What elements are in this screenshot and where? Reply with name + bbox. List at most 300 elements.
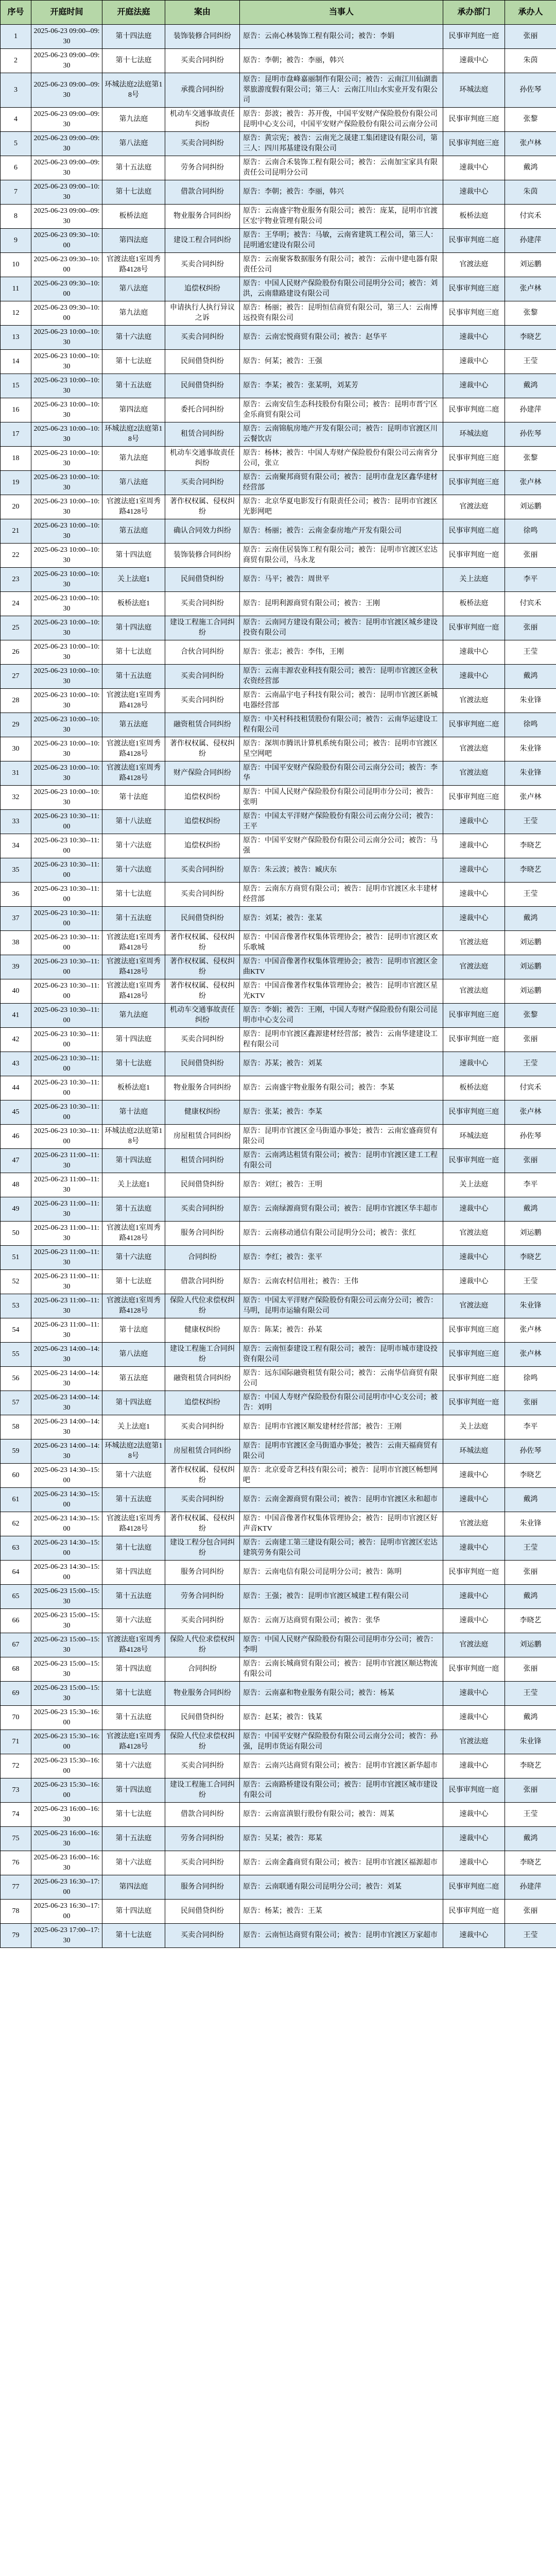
cell-parties: 原告：深圳市腾讯计算机系统有限公司；被告：昆明市官渡区星空网吧 — [240, 737, 443, 761]
cell-parties: 原告：中国平安财产保险股份有限公司云南分公司；被告：马强 — [240, 834, 443, 858]
cell-time: 2025-06-23 10:30--11:00 — [31, 810, 102, 834]
cell-parties: 原告：云南佳居装饰工程有限公司；被告：昆明市官渡区宏达商贸有限公司，马永龙 — [240, 544, 443, 568]
cell-index: 74 — [1, 1803, 31, 1827]
cell-index: 34 — [1, 834, 31, 858]
cell-cause: 追偿权纠纷 — [165, 1391, 240, 1415]
cell-index: 12 — [1, 301, 31, 326]
cell-time: 2025-06-23 09:00--09:30 — [31, 49, 102, 73]
cell-courtroom: 第十八法庭 — [102, 810, 165, 834]
cell-department: 民事审判庭二庭 — [443, 1875, 505, 1900]
cell-parties: 原告：彭波；被告：苏开俊，中国平安财产保险股份有限公司昆明中心支公司，中国平安财产保险股份有限公司云南分公司 — [240, 108, 443, 132]
cell-courtroom: 第四法庭 — [102, 398, 165, 422]
cell-cause: 服务合同纠纷 — [165, 1875, 240, 1900]
cell-department: 官渡法庭 — [443, 495, 505, 519]
cell-index: 33 — [1, 810, 31, 834]
cell-courtroom: 第八法庭 — [102, 277, 165, 301]
table-row — [1, 422, 556, 447]
cell-department: 速裁中心 — [443, 180, 505, 205]
cell-department: 速裁中心 — [443, 1536, 505, 1561]
table-row — [1, 1294, 556, 1318]
cell-department: 环城法庭 — [443, 1439, 505, 1464]
cell-department: 速裁中心 — [443, 1246, 505, 1270]
cell-time: 2025-06-23 10:00--10:30 — [31, 616, 102, 640]
cell-cause: 买卖合同纠纷 — [165, 132, 240, 156]
cell-courtroom: 第十五法庭 — [102, 1827, 165, 1851]
cell-time: 2025-06-23 10:30--11:00 — [31, 931, 102, 955]
cell-parties: 原告：昆明市盘峰嘉丽制作有限公司；被告：云南江川仙湖翡翠旅游度假有限公司；第三人：云南江川山水实业开发有限公司 — [240, 73, 443, 108]
cell-parties: 原告：昆明市官渡区金马街道办事处；被告：云南天福商贸有限公司 — [240, 1439, 443, 1464]
cell-judge: 朱茵 — [505, 180, 556, 205]
cell-judge: 戴鸿 — [505, 156, 556, 180]
cell-time: 2025-06-23 14:30--15:00 — [31, 1536, 102, 1561]
cell-judge: 孙佐琴 — [505, 73, 556, 108]
table-row — [1, 1585, 556, 1609]
cell-parties: 原告：云南路桥建设有限公司；被告：昆明市官渡区城市建设有限公司 — [240, 1778, 443, 1803]
cell-courtroom: 第十五法庭 — [102, 1197, 165, 1222]
cell-department: 板桥法庭 — [443, 1076, 505, 1100]
cell-judge: 戴鸿 — [505, 1585, 556, 1609]
cell-courtroom: 官渡法庭1室周秀路4128号 — [102, 495, 165, 519]
table-row — [1, 568, 556, 592]
table-row — [1, 1367, 556, 1391]
cell-department: 速裁中心 — [443, 1488, 505, 1512]
cell-judge: 戴鸿 — [505, 907, 556, 931]
cell-courtroom: 板桥法庭 — [102, 205, 165, 229]
cell-judge: 朱业锋 — [505, 1294, 556, 1318]
cell-index: 8 — [1, 205, 31, 229]
cell-cause: 民间借贷纠纷 — [165, 1900, 240, 1924]
cell-index: 29 — [1, 713, 31, 737]
cell-department: 官渡法庭 — [443, 761, 505, 786]
table-row — [1, 1900, 556, 1924]
cell-courtroom: 第十七法庭 — [102, 350, 165, 374]
cell-index: 70 — [1, 1706, 31, 1730]
cell-parties: 原告：云南东方商贸有限公司；被告：昆明市官渡区永丰建材经营部 — [240, 883, 443, 907]
cell-parties: 原告：昆明市官渡区鑫源建材经营部；被告：云南华建建设工程有限公司 — [240, 1028, 443, 1052]
cell-index: 9 — [1, 229, 31, 253]
cell-cause: 著作权权属、侵权纠纷 — [165, 495, 240, 519]
cell-time: 2025-06-23 09:30--10:00 — [31, 277, 102, 301]
cell-time: 2025-06-23 10:00--10:30 — [31, 422, 102, 447]
cell-judge: 孙建萍 — [505, 398, 556, 422]
cell-courtroom: 环城法庭2法庭第18号 — [102, 422, 165, 447]
cell-department: 民事审判庭一庭 — [443, 1657, 505, 1682]
cell-cause: 建设工程施工合同纠纷 — [165, 616, 240, 640]
cell-time: 2025-06-23 10:30--11:00 — [31, 1100, 102, 1125]
cell-cause: 买卖合同纠纷 — [165, 883, 240, 907]
cell-index: 3 — [1, 73, 31, 108]
cell-department: 民事审判庭一庭 — [443, 1561, 505, 1585]
cell-judge: 孙佐琴 — [505, 422, 556, 447]
cell-courtroom: 第十五法庭 — [102, 374, 165, 398]
cell-judge: 朱业锋 — [505, 761, 556, 786]
cell-judge: 朱茵 — [505, 49, 556, 73]
cell-index: 45 — [1, 1100, 31, 1125]
table-row — [1, 713, 556, 737]
cell-judge: 王莹 — [505, 1803, 556, 1827]
cell-index: 55 — [1, 1343, 31, 1367]
cell-courtroom: 第十六法庭 — [102, 1851, 165, 1875]
table-row — [1, 1149, 556, 1173]
cell-cause: 装饰装修合同纠纷 — [165, 25, 240, 49]
cell-courtroom: 第十法庭 — [102, 1318, 165, 1343]
cell-cause: 借款合同纠纷 — [165, 1270, 240, 1294]
table-row — [1, 931, 556, 955]
cell-courtroom: 第十四法庭 — [102, 1391, 165, 1415]
table-row — [1, 253, 556, 277]
cell-index: 62 — [1, 1512, 31, 1536]
cell-time: 2025-06-23 10:00--10:30 — [31, 447, 102, 471]
cell-time: 2025-06-23 09:00--09:30 — [31, 108, 102, 132]
cell-department: 民事审判庭二庭 — [443, 519, 505, 544]
cell-department: 官渡法庭 — [443, 931, 505, 955]
cell-index: 16 — [1, 398, 31, 422]
cell-courtroom: 第十法庭 — [102, 1100, 165, 1125]
cell-cause: 合同纠纷 — [165, 1657, 240, 1682]
cell-judge: 朱业锋 — [505, 737, 556, 761]
cell-department: 速裁中心 — [443, 1609, 505, 1633]
cell-parties: 原告：黄宗宪；被告：云南光之晟建工集团建设有限公司，第三人：四川邦基建设有限公司 — [240, 132, 443, 156]
cell-courtroom: 第十七法庭 — [102, 1803, 165, 1827]
cell-cause: 物业服务合同纠纷 — [165, 1076, 240, 1100]
cell-department: 速裁中心 — [443, 1585, 505, 1609]
cell-department: 民事审判庭一庭 — [443, 1391, 505, 1415]
cell-time: 2025-06-23 10:00--10:30 — [31, 786, 102, 810]
cell-cause: 保险人代位求偿权纠纷 — [165, 1633, 240, 1657]
cell-courtroom: 第八法庭 — [102, 471, 165, 495]
cell-cause: 追偿权纠纷 — [165, 786, 240, 810]
cell-judge: 戴鸿 — [505, 665, 556, 689]
cell-cause: 买卖合同纠纷 — [165, 1028, 240, 1052]
cell-department: 关上法庭 — [443, 1173, 505, 1197]
cell-index: 20 — [1, 495, 31, 519]
cell-judge: 李晓艺 — [505, 1754, 556, 1778]
cell-department: 官渡法庭 — [443, 955, 505, 979]
table-row — [1, 883, 556, 907]
cell-index: 58 — [1, 1415, 31, 1439]
cell-index: 73 — [1, 1778, 31, 1803]
cell-cause: 租赁合同纠纷 — [165, 1149, 240, 1173]
cell-parties: 原告：云南恒达商贸有限公司；被告：昆明市官渡区万家超市 — [240, 1924, 443, 1948]
cell-department: 环城法庭 — [443, 73, 505, 108]
cell-time: 2025-06-23 09:30--10:00 — [31, 229, 102, 253]
cell-courtroom: 官渡法庭1室周秀路4128号 — [102, 1633, 165, 1657]
cell-department: 速裁中心 — [443, 1924, 505, 1948]
cell-courtroom: 第九法庭 — [102, 1004, 165, 1028]
cell-cause: 服务合同纠纷 — [165, 1561, 240, 1585]
cell-judge: 王莹 — [505, 1536, 556, 1561]
cell-cause: 申请执行人执行异议之诉 — [165, 301, 240, 326]
cell-index: 23 — [1, 568, 31, 592]
table-row — [1, 1827, 556, 1851]
cell-cause: 买卖合同纠纷 — [165, 326, 240, 350]
cell-parties: 原告：云南绿源商贸有限公司；被告：昆明市官渡区华丰超市 — [240, 1197, 443, 1222]
cell-cause: 健康权纠纷 — [165, 1100, 240, 1125]
cell-index: 43 — [1, 1052, 31, 1076]
cell-parties: 原告：马平；被告：周世平 — [240, 568, 443, 592]
cell-time: 2025-06-23 09:00--09:30 — [31, 132, 102, 156]
table-row — [1, 1488, 556, 1512]
cell-time: 2025-06-23 15:30--16:00 — [31, 1778, 102, 1803]
cell-judge: 孙佐琴 — [505, 1125, 556, 1149]
cell-parties: 原告：中国人寿财产保险股份有限公司昆明市中心支公司；被告：刘明 — [240, 1391, 443, 1415]
cell-cause: 建设工程施工合同纠纷 — [165, 1778, 240, 1803]
header-index: 序号 — [1, 1, 31, 25]
cell-courtroom: 第十七法庭 — [102, 640, 165, 665]
cell-department: 速裁中心 — [443, 1803, 505, 1827]
cell-index: 37 — [1, 907, 31, 931]
cell-judge: 付宾禾 — [505, 592, 556, 616]
cell-index: 31 — [1, 761, 31, 786]
cell-index: 40 — [1, 979, 31, 1004]
cell-index: 39 — [1, 955, 31, 979]
cell-cause: 追偿权纠纷 — [165, 810, 240, 834]
table-row — [1, 180, 556, 205]
cell-department: 速裁中心 — [443, 1754, 505, 1778]
cell-time: 2025-06-23 10:00--10:30 — [31, 737, 102, 761]
cell-courtroom: 板桥法庭1 — [102, 1076, 165, 1100]
table-row — [1, 1682, 556, 1706]
cell-courtroom: 板桥法庭1 — [102, 592, 165, 616]
cell-time: 2025-06-23 14:30--15:00 — [31, 1464, 102, 1488]
cell-parties: 原告：中国音像著作权集体管理协会；被告：昆明市官渡区好声音KTV — [240, 1512, 443, 1536]
cell-cause: 建设工程分包合同纠纷 — [165, 1536, 240, 1561]
cell-judge: 戴鸿 — [505, 1197, 556, 1222]
table-row — [1, 1657, 556, 1682]
cell-courtroom: 第十五法庭 — [102, 156, 165, 180]
cell-cause: 民间借贷纠纷 — [165, 350, 240, 374]
cell-cause: 著作权权属、侵权纠纷 — [165, 955, 240, 979]
cell-parties: 原告：云南同方建设有限公司；被告：昆明市官渡区城乡建设投资有限公司 — [240, 616, 443, 640]
cell-judge: 刘运鹏 — [505, 1222, 556, 1246]
cell-department: 速裁中心 — [443, 1197, 505, 1222]
cell-judge: 李平 — [505, 568, 556, 592]
cell-time: 2025-06-23 09:00--09:30 — [31, 156, 102, 180]
cell-department: 官渡法庭 — [443, 1222, 505, 1246]
cell-judge: 付宾禾 — [505, 205, 556, 229]
cell-judge: 张丽 — [505, 544, 556, 568]
cell-cause: 著作权权属、侵权纠纷 — [165, 1512, 240, 1536]
table-row — [1, 1561, 556, 1585]
cell-index: 65 — [1, 1585, 31, 1609]
cell-judge: 孙建萍 — [505, 229, 556, 253]
cell-parties: 原告：中国人民财产保险股份有限公司昆明分公司；被告：刘洪，云南鼎路建设有限公司 — [240, 277, 443, 301]
cell-courtroom: 第十四法庭 — [102, 25, 165, 49]
cell-judge: 王莹 — [505, 640, 556, 665]
cell-cause: 买卖合同纠纷 — [165, 592, 240, 616]
cell-index: 54 — [1, 1318, 31, 1343]
cell-time: 2025-06-23 10:00--10:30 — [31, 398, 102, 422]
cell-judge: 张黎 — [505, 1004, 556, 1028]
table-row — [1, 25, 556, 49]
cell-time: 2025-06-23 11:00--11:30 — [31, 1318, 102, 1343]
cell-courtroom: 第十四法庭 — [102, 1028, 165, 1052]
cell-judge: 付宾禾 — [505, 1076, 556, 1100]
cell-department: 民事审判庭三庭 — [443, 132, 505, 156]
cell-time: 2025-06-23 17:00--17:30 — [31, 1924, 102, 1948]
cell-courtroom: 关上法庭1 — [102, 568, 165, 592]
cell-courtroom: 第十四法庭 — [102, 544, 165, 568]
table-row — [1, 1343, 556, 1367]
cell-courtroom: 第十六法庭 — [102, 326, 165, 350]
cell-parties: 原告：张志；被告：李伟，王刚 — [240, 640, 443, 665]
cell-judge: 李晓艺 — [505, 1246, 556, 1270]
cell-index: 38 — [1, 931, 31, 955]
header-cause: 案由 — [165, 1, 240, 25]
cell-department: 环城法庭 — [443, 1125, 505, 1149]
cell-parties: 原告：云南鸿达租赁有限公司；被告：昆明市官渡区建工工程有限公司 — [240, 1149, 443, 1173]
cell-index: 42 — [1, 1028, 31, 1052]
cell-courtroom: 第九法庭 — [102, 108, 165, 132]
cell-time: 2025-06-23 10:00--10:30 — [31, 544, 102, 568]
cell-department: 民事审判庭二庭 — [443, 398, 505, 422]
cell-time: 2025-06-23 14:00--14:30 — [31, 1391, 102, 1415]
cell-courtroom: 官渡法庭1室周秀路4128号 — [102, 1294, 165, 1318]
cell-time: 2025-06-23 11:00--11:30 — [31, 1222, 102, 1246]
cell-time: 2025-06-23 09:00--10:30 — [31, 180, 102, 205]
cell-parties: 原告：云南锦航房地产开发有限公司；被告：昆明市官渡区川云餐饮店 — [240, 422, 443, 447]
cell-department: 官渡法庭 — [443, 1633, 505, 1657]
cell-index: 51 — [1, 1246, 31, 1270]
cell-index: 2 — [1, 49, 31, 73]
cell-index: 25 — [1, 616, 31, 640]
cell-index: 72 — [1, 1754, 31, 1778]
cell-cause: 融资租赁合同纠纷 — [165, 713, 240, 737]
cell-judge: 戴鸿 — [505, 374, 556, 398]
cell-cause: 承揽合同纠纷 — [165, 73, 240, 108]
cell-judge: 李晓艺 — [505, 1464, 556, 1488]
cell-cause: 装饰装修合同纠纷 — [165, 544, 240, 568]
cell-department: 民事审判庭二庭 — [443, 713, 505, 737]
cell-parties: 原告：刘某；被告：张某 — [240, 907, 443, 931]
table-row — [1, 73, 556, 108]
table-row — [1, 1536, 556, 1561]
table-row — [1, 301, 556, 326]
cell-cause: 劳务合同纠纷 — [165, 156, 240, 180]
cell-judge: 张丽 — [505, 25, 556, 49]
cell-courtroom: 官渡法庭1室周秀路4128号 — [102, 253, 165, 277]
table-row — [1, 132, 556, 156]
cell-department: 官渡法庭 — [443, 979, 505, 1004]
table-row — [1, 1173, 556, 1197]
cell-index: 52 — [1, 1270, 31, 1294]
cell-cause: 劳务合同纠纷 — [165, 1827, 240, 1851]
cell-time: 2025-06-23 15:00--15:30 — [31, 1633, 102, 1657]
cell-parties: 原告：云南联通有限公司昆明分公司；被告：刘某 — [240, 1875, 443, 1900]
cell-parties: 原告：王强；被告：昆明市官渡区城建工程有限公司 — [240, 1585, 443, 1609]
table-row — [1, 326, 556, 350]
cell-courtroom: 官渡法庭1室周秀路4128号 — [102, 979, 165, 1004]
cell-courtroom: 第十四法庭 — [102, 1657, 165, 1682]
table-row — [1, 374, 556, 398]
cell-courtroom: 第十四法庭 — [102, 1149, 165, 1173]
table-row — [1, 955, 556, 979]
cell-department: 速裁中心 — [443, 834, 505, 858]
cell-courtroom: 第十法庭 — [102, 786, 165, 810]
cell-department: 速裁中心 — [443, 1052, 505, 1076]
cell-judge: 戴鸿 — [505, 1706, 556, 1730]
cell-cause: 买卖合同纠纷 — [165, 253, 240, 277]
cell-cause: 机动车交通事故责任纠纷 — [165, 1004, 240, 1028]
cell-parties: 原告：李朝；被告：李丽，韩兴 — [240, 180, 443, 205]
cell-time: 2025-06-23 10:30--11:00 — [31, 834, 102, 858]
cell-parties: 原告：云南丰源农业科技有限公司；被告：昆明市官渡区金秋农资经营部 — [240, 665, 443, 689]
cell-cause: 民间借贷纠纷 — [165, 568, 240, 592]
cell-cause: 物业服务合同纠纷 — [165, 205, 240, 229]
cell-index: 21 — [1, 519, 31, 544]
table-row — [1, 1730, 556, 1754]
cell-parties: 原告：中国平安财产保险股份有限公司云南分公司；被告：李华 — [240, 761, 443, 786]
cell-index: 57 — [1, 1391, 31, 1415]
cell-courtroom: 官渡法庭1室周秀路4128号 — [102, 737, 165, 761]
cell-parties: 原告：吴某；被告：郑某 — [240, 1827, 443, 1851]
cell-cause: 房屋租赁合同纠纷 — [165, 1125, 240, 1149]
cell-index: 71 — [1, 1730, 31, 1754]
cell-time: 2025-06-23 10:00--10:30 — [31, 640, 102, 665]
cell-courtroom: 第十七法庭 — [102, 1270, 165, 1294]
cell-department: 民事审判庭一庭 — [443, 25, 505, 49]
header-judge: 承办人 — [505, 1, 556, 25]
cell-courtroom: 第十六法庭 — [102, 834, 165, 858]
cell-department: 民事审判庭三庭 — [443, 786, 505, 810]
cell-judge: 张丽 — [505, 1657, 556, 1682]
cell-parties: 原告：朱云波；被告：臧庆东 — [240, 858, 443, 883]
cell-courtroom: 第九法庭 — [102, 301, 165, 326]
table-row — [1, 1875, 556, 1900]
cell-parties: 原告：中国太平洋财产保险股份有限公司云南分公司；被告：王平 — [240, 810, 443, 834]
cell-judge: 王莹 — [505, 883, 556, 907]
cell-judge: 李平 — [505, 1173, 556, 1197]
cell-index: 44 — [1, 1076, 31, 1100]
table-row — [1, 979, 556, 1004]
cell-time: 2025-06-23 14:00--14:30 — [31, 1415, 102, 1439]
table-row — [1, 1754, 556, 1778]
cell-judge: 王莹 — [505, 1682, 556, 1706]
cell-time: 2025-06-23 10:30--11:00 — [31, 1076, 102, 1100]
cell-index: 10 — [1, 253, 31, 277]
cell-time: 2025-06-23 15:30--16:00 — [31, 1706, 102, 1730]
cell-department: 民事审判庭三庭 — [443, 447, 505, 471]
cell-parties: 原告：中国音像著作权集体管理协会；被告：昆明市官渡区金曲KTV — [240, 955, 443, 979]
cell-department: 民事审判庭一庭 — [443, 544, 505, 568]
cell-index: 6 — [1, 156, 31, 180]
cell-courtroom: 第十七法庭 — [102, 49, 165, 73]
cell-index: 15 — [1, 374, 31, 398]
cell-parties: 原告：张某；被告：李某 — [240, 1100, 443, 1125]
table-row — [1, 1439, 556, 1464]
table-row — [1, 1924, 556, 1948]
cell-courtroom: 第五法庭 — [102, 1367, 165, 1391]
cell-time: 2025-06-23 15:30--16:00 — [31, 1730, 102, 1754]
table-row — [1, 1803, 556, 1827]
table-row — [1, 108, 556, 132]
cell-index: 11 — [1, 277, 31, 301]
cell-index: 22 — [1, 544, 31, 568]
cell-index: 78 — [1, 1900, 31, 1924]
cell-time: 2025-06-23 10:30--11:00 — [31, 979, 102, 1004]
table-row — [1, 49, 556, 73]
cell-courtroom: 第四法庭 — [102, 229, 165, 253]
cell-department: 速裁中心 — [443, 1827, 505, 1851]
cell-judge: 张卢林 — [505, 1343, 556, 1367]
cell-department: 民事审判庭一庭 — [443, 1778, 505, 1803]
cell-parties: 原告：昆明市官渡区顺发建材经营部；被告：王刚 — [240, 1415, 443, 1439]
cell-courtroom: 官渡法庭1室周秀路4128号 — [102, 955, 165, 979]
cell-courtroom: 第十五法庭 — [102, 665, 165, 689]
cell-index: 61 — [1, 1488, 31, 1512]
cell-courtroom: 第十六法庭 — [102, 1246, 165, 1270]
cell-department: 民事审判庭三庭 — [443, 1100, 505, 1125]
